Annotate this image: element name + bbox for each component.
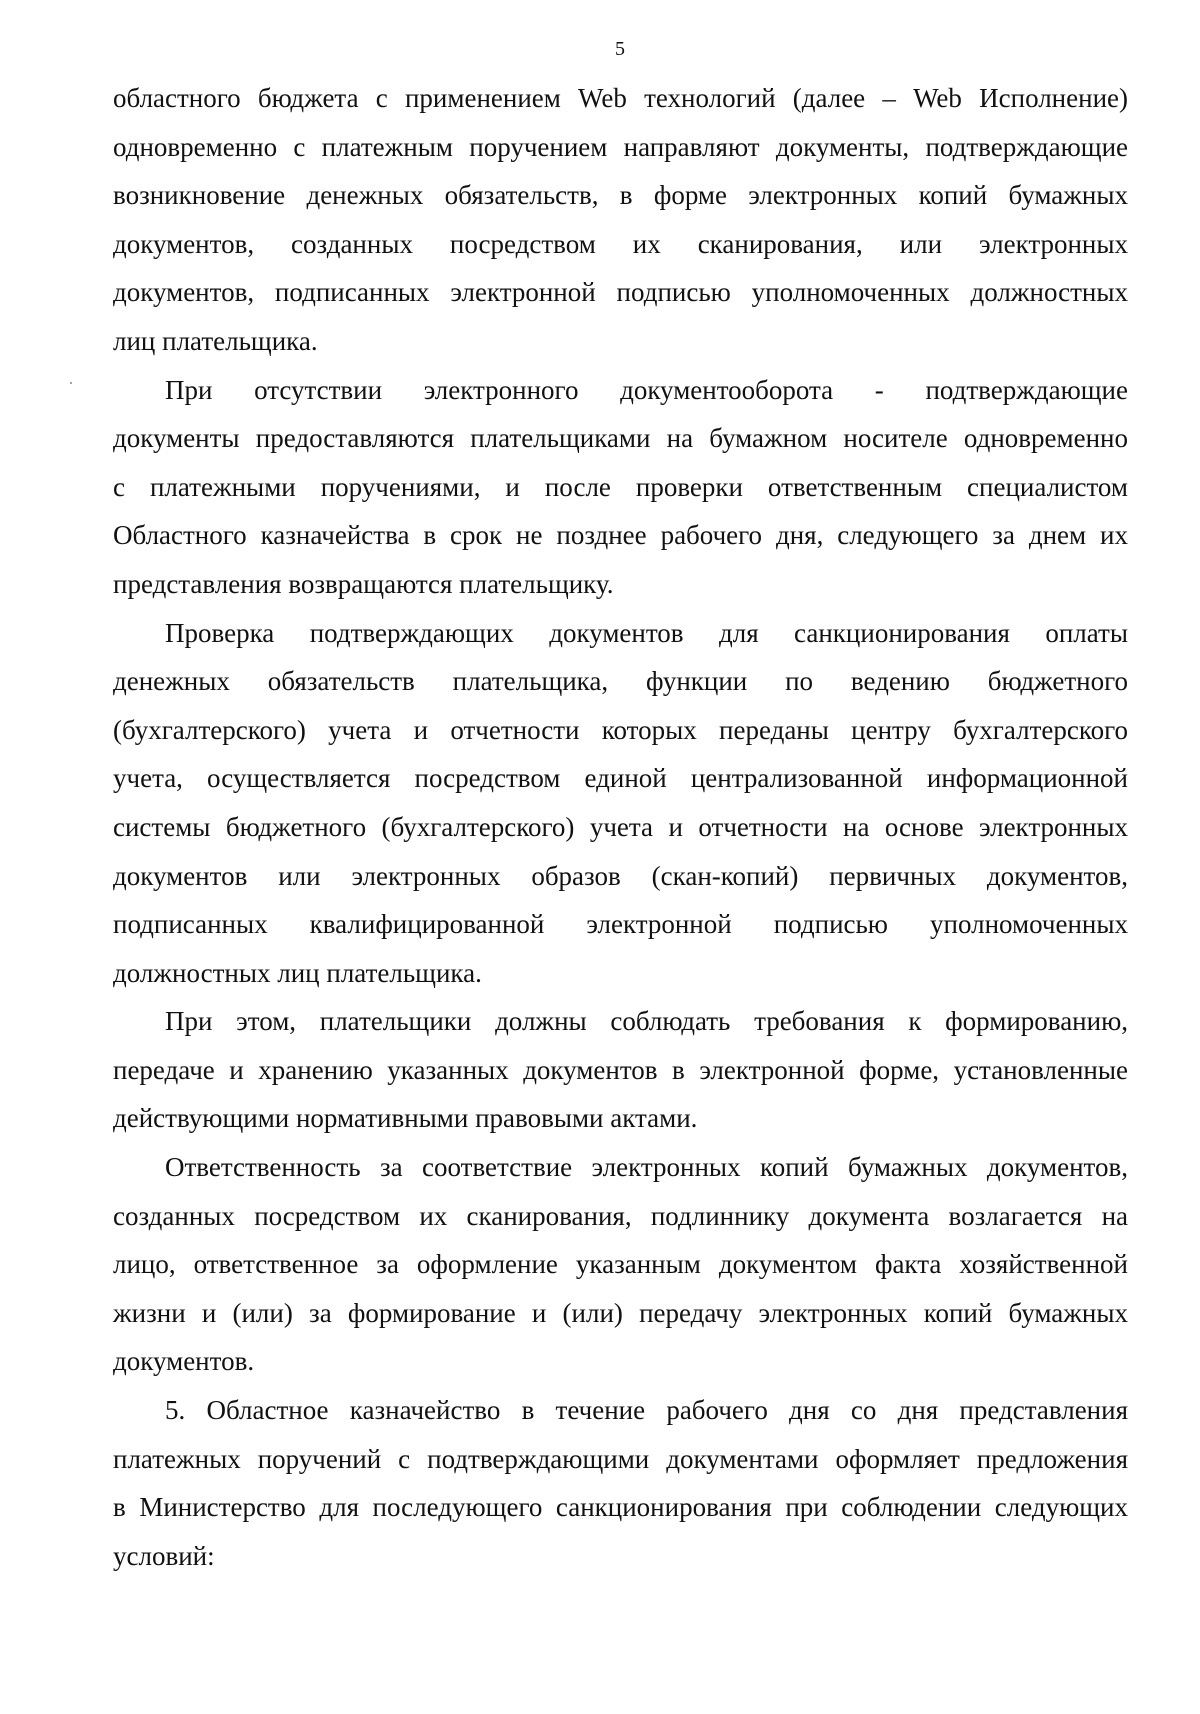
paragraph (113, 1143, 1128, 1386)
text-line: При этом, плательщики должны соблюдать требования к формированию, (165, 1006, 1128, 1037)
text-line: денежных обязательств плательщика, функции по ведению бюджетного (113, 666, 1128, 697)
text-line: документы предоставляются плательщиками на бумажном носителе одновременно (113, 423, 1128, 454)
text-line: подписанных квалифицированной электронной подписью уполномоченных (113, 909, 1128, 940)
text-line: созданных посредством их сканирования, подлиннику документа возлагается на (113, 1200, 1128, 1231)
document-body (113, 74, 1128, 1580)
paragraph (113, 997, 1128, 1143)
text-line: представления возвращаются плательщику. (113, 568, 614, 599)
text-line: передаче и хранению указанных документов в электронной форме, установленные (113, 1054, 1128, 1085)
text-line: Ответственность за соответствие электронных копий бумажных документов, (165, 1152, 1128, 1183)
text-line: (бухгалтерского) учета и отчетности которых переданы центру бухгалтерского (113, 714, 1128, 745)
text-line: документов, подписанных электронной подписью уполномоченных должностных (113, 277, 1128, 308)
text-line: Областного казначейства в срок не позднее рабочего дня, следующего за днем их (113, 520, 1128, 551)
text-line: учета, осуществляется посредством единой централизованной информационной (113, 763, 1128, 794)
paragraph (113, 366, 1128, 609)
text-line: 5. Областное казначейство в течение рабочего дня со дня представления (165, 1395, 1128, 1426)
text-line: возникновение денежных обязательств, в форме электронных копий бумажных (113, 180, 1128, 211)
paragraph (113, 609, 1128, 998)
text-line: с платежными поручениями, и после проверки ответственным специалистом (113, 471, 1128, 502)
text-line: в Министерство для последующего санкционирования при соблюдении следующих (113, 1492, 1128, 1523)
text-line: должностных лиц плательщика. (113, 957, 482, 988)
text-line: документов. (113, 1346, 255, 1377)
text-line: документов или электронных образов (скан-копий) первичных документов, (113, 860, 1128, 891)
paragraph (113, 74, 1128, 366)
scan-speck (70, 382, 72, 384)
text-line: областного бюджета с применением Web технологий (далее – Web Исполнение) (113, 83, 1128, 113)
text-line: одновременно с платежным поручением направляют документы, подтверждающие (113, 131, 1128, 162)
text-line: системы бюджетного (бухгалтерского) учета и отчетности на основе электронных (113, 811, 1128, 842)
text-line: платежных поручений с подтверждающими документами оформляет предложения (113, 1443, 1128, 1474)
text-line: действующими нормативными правовыми актами. (113, 1103, 698, 1134)
text-line: Проверка подтверждающих документов для санкционирования оплаты (165, 617, 1128, 648)
text-line: При отсутствии электронного документооборота - подтверждающие (165, 374, 1128, 405)
text-line: лиц плательщика. (113, 325, 318, 356)
text-line: жизни и (или) за формирование и (или) передачу электронных копий бумажных (113, 1297, 1128, 1328)
text-line: лицо, ответственное за оформление указанным документом факта хозяйственной (113, 1249, 1128, 1280)
text-line: документов, созданных посредством их сканирования, или электронных (113, 228, 1128, 259)
paragraph (113, 1386, 1128, 1580)
page-number: 5 (615, 38, 625, 60)
text-line: условий: (113, 1540, 215, 1571)
